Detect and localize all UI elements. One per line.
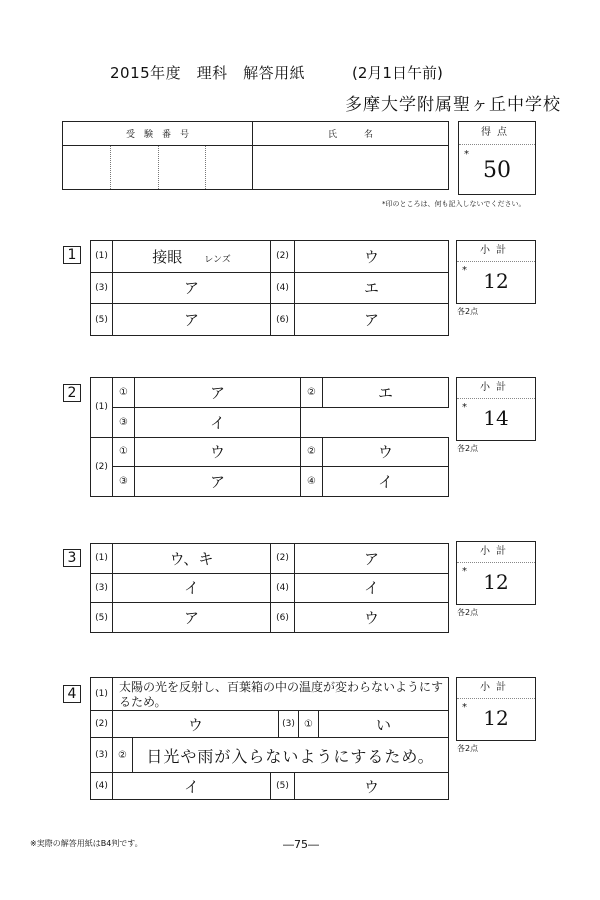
q2-sub-label: (1) bbox=[91, 378, 113, 438]
subtotal-label: 小計 bbox=[457, 378, 535, 399]
score-label: 得点 bbox=[459, 122, 535, 145]
star-mark: * bbox=[462, 702, 467, 713]
q4-answer-1: 太陽の光を反射し、百葉箱の中の温度が変わらないようにするため。 bbox=[113, 678, 449, 711]
q4-points-note: 各2点 bbox=[457, 744, 479, 753]
q1-answer-4: エ bbox=[295, 272, 449, 304]
q3-sub-label: (2) bbox=[271, 544, 295, 574]
circle-number: ② bbox=[113, 738, 133, 773]
q2-subtotal-box bbox=[456, 377, 536, 441]
q2-1-answer-3: イ bbox=[135, 407, 301, 437]
q2-2-answer-3: ア bbox=[135, 467, 301, 497]
q3-answer-1: ウ、キ bbox=[113, 544, 271, 574]
q1-sub-label: (4) bbox=[271, 272, 295, 304]
circle-number: ③ bbox=[113, 467, 135, 497]
q3-subtotal-box bbox=[456, 541, 536, 605]
empty-cell bbox=[301, 407, 449, 437]
total-score-box bbox=[458, 121, 536, 195]
q4-sub-label: (1) bbox=[91, 678, 113, 711]
total-score: 50 bbox=[483, 158, 511, 183]
q1-subtotal-box bbox=[456, 240, 536, 304]
circle-number: ① bbox=[299, 711, 319, 738]
q4-answer-5: ウ bbox=[295, 773, 449, 800]
q3-answer-3: イ bbox=[113, 573, 271, 603]
q4-subtotal-box bbox=[456, 677, 536, 741]
star-mark: * bbox=[462, 265, 467, 276]
q3-points-note: 各2点 bbox=[457, 608, 479, 617]
name-label: 氏 名 bbox=[253, 122, 449, 146]
q4-row-3 bbox=[90, 737, 449, 773]
q1-sub-label: (3) bbox=[91, 272, 113, 304]
q2-1-answer-2: エ bbox=[323, 378, 449, 408]
q2-2-answer-4: イ bbox=[323, 467, 449, 497]
question-number-3: 3 bbox=[63, 549, 81, 567]
q4-answer-2: ウ bbox=[113, 711, 279, 738]
subtotal-label: 小計 bbox=[457, 241, 535, 262]
school-name: 多摩大学附属聖ヶ丘中学校 bbox=[345, 95, 561, 115]
q1-points-note: 各2点 bbox=[457, 307, 479, 316]
q4-sub-label: (5) bbox=[271, 773, 295, 800]
q3-sub-label: (6) bbox=[271, 603, 295, 633]
subtotal-label: 小計 bbox=[457, 542, 535, 563]
q4-row-4 bbox=[90, 772, 449, 800]
question-number-4: 4 bbox=[63, 685, 81, 703]
q2-subtotal: 14 bbox=[483, 406, 509, 430]
q4-sub-label: (2) bbox=[91, 711, 113, 738]
q1-sub-label: (1) bbox=[91, 241, 113, 273]
q4-answer-3-1: い bbox=[319, 711, 449, 738]
q2-2-answer-2: ウ bbox=[323, 437, 449, 467]
q4-sub-label: (3) bbox=[91, 738, 113, 773]
circle-number: ② bbox=[301, 378, 323, 408]
q2-table bbox=[90, 377, 449, 497]
info-table bbox=[62, 121, 449, 190]
exam-number-label: 受 験 番 号 bbox=[63, 122, 253, 146]
star-mark: * bbox=[462, 402, 467, 413]
q4-sub-label: (4) bbox=[91, 773, 113, 800]
q3-sub-label: (5) bbox=[91, 603, 113, 633]
q2-points-note: 各2点 bbox=[457, 444, 479, 453]
note-text: *印のところは、何も記入しないでください。 bbox=[382, 200, 526, 208]
q1-answer-2: ウ bbox=[295, 241, 449, 273]
q3-sub-label: (1) bbox=[91, 544, 113, 574]
page-number: ―75― bbox=[283, 838, 319, 851]
circle-number: ① bbox=[113, 378, 135, 408]
q4-sub-label: (3) bbox=[279, 711, 299, 738]
q3-answer-5: ア bbox=[113, 603, 271, 633]
q1-subtotal: 12 bbox=[483, 269, 509, 293]
q3-answer-6: ウ bbox=[295, 603, 449, 633]
sheet-title: 2015年度 理科 解答用紙 bbox=[110, 64, 306, 82]
exam-number-field[interactable] bbox=[63, 146, 253, 190]
name-field[interactable] bbox=[253, 146, 449, 190]
question-number-2: 2 bbox=[63, 384, 81, 402]
q2-1-answer-1: ア bbox=[135, 378, 301, 408]
q1-answer-5: ア bbox=[113, 304, 271, 336]
q4-row-1 bbox=[90, 677, 449, 711]
circle-number: ① bbox=[113, 437, 135, 467]
q4-answer-3-2: 日光や雨が入らないようにするため。 bbox=[133, 738, 449, 773]
q1-sub-label: (6) bbox=[271, 304, 295, 336]
star-mark: * bbox=[464, 149, 469, 160]
lens-suffix: レンズ bbox=[204, 254, 231, 265]
q3-answer-2: ア bbox=[295, 544, 449, 574]
q1-answer-1-text: 接眼 bbox=[152, 247, 183, 266]
exam-session: (2月1日午前) bbox=[352, 64, 443, 82]
q4-row-2 bbox=[90, 710, 449, 738]
q2-sub-label: (2) bbox=[91, 437, 113, 497]
q1-table bbox=[90, 240, 449, 336]
q3-subtotal: 12 bbox=[483, 570, 509, 594]
circle-number: ④ bbox=[301, 467, 323, 497]
q2-2-answer-1: ウ bbox=[135, 437, 301, 467]
subtotal-label: 小計 bbox=[457, 678, 535, 699]
q3-table bbox=[90, 543, 449, 633]
q3-sub-label: (4) bbox=[271, 573, 295, 603]
size-note: ※実際の解答用紙はB4判です。 bbox=[30, 839, 143, 848]
q3-answer-4: イ bbox=[295, 573, 449, 603]
q1-answer-1 bbox=[113, 241, 271, 273]
star-mark: * bbox=[462, 566, 467, 577]
q1-answer-3: ア bbox=[113, 272, 271, 304]
q1-sub-label: (5) bbox=[91, 304, 113, 336]
circle-number: ② bbox=[301, 437, 323, 467]
q4-subtotal: 12 bbox=[483, 706, 509, 730]
q1-answer-6: ア bbox=[295, 304, 449, 336]
q4-answer-4: イ bbox=[113, 773, 271, 800]
q3-sub-label: (3) bbox=[91, 573, 113, 603]
question-number-1: 1 bbox=[63, 246, 81, 264]
q1-sub-label: (2) bbox=[271, 241, 295, 273]
circle-number: ③ bbox=[113, 407, 135, 437]
